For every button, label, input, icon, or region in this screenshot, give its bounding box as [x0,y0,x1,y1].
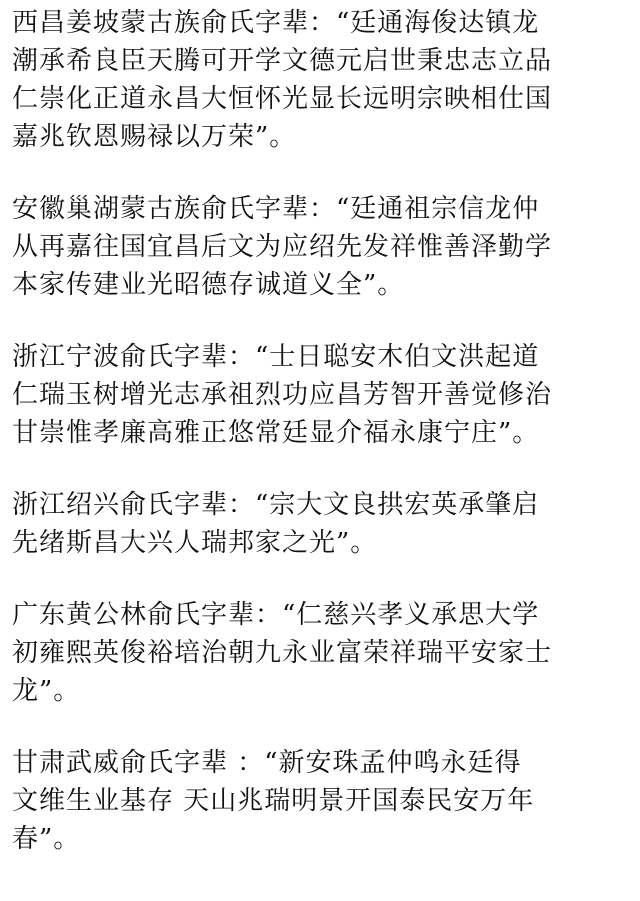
text-line: 西昌姜坡蒙古族俞氏字辈：“廷通海俊达镇龙 [12,8,540,38]
text-line: 甘肃武威俞氏字辈 ：“新安珠孟仲鸣永廷得 [12,748,522,778]
text-line: 从再嘉往国宜昌后文为应绍先发祥惟善泽勤学 [12,232,553,262]
paragraph-gansu-wuwei [12,744,632,858]
text-line: 先绪斯昌大兴人瑞邦家之光”。 [12,528,378,558]
text-line: 嘉兆钦恩赐禄以万荣”。 [12,122,297,152]
text-line: 甘崇惟孝廉高雅正悠常廷显介福永康宁庄”。 [12,418,540,448]
text-line: 春”。 [12,824,81,854]
text-line: 文维生业基存 天山兆瑞明景开国泰民安万年 [12,786,535,816]
text-line: 安徽巢湖蒙古族俞氏字辈：“廷通祖宗信龙仲 [12,194,540,224]
text-line: 仁崇化正道永昌大恒怀光显长远明宗映相仕国 [12,84,553,114]
paragraph-anhui-chaohu [12,190,632,304]
text-line: 仁瑞玉树增光志承祖烈功应昌芳智开善觉修治 [12,380,553,410]
text-line: 潮承希良臣天腾可开学文德元启世秉忠志立品 [12,46,553,76]
text-line: 初雍熙英俊裕培治朝九永业富荣祥瑞平安家士 [12,638,553,668]
text-line: 本家传建业光昭德存诚道义全”。 [12,270,405,300]
text-line: 浙江宁波俞氏字辈：“士日聪安木伯文洪起道 [12,342,540,372]
document-body [12,4,632,892]
paragraph-zhejiang-ningbo [12,338,632,452]
text-line: 龙”。 [12,676,81,706]
paragraph-xichang [12,4,632,156]
paragraph-guangdong-huanggonglin [12,596,632,710]
paragraph-zhejiang-shaoxing [12,486,632,562]
text-line: 浙江绍兴俞氏字辈：“宗大文良拱宏英承肇启 [12,490,540,520]
text-line: 广东黄公林俞氏字辈：“仁慈兴孝义承思大学 [12,600,540,630]
